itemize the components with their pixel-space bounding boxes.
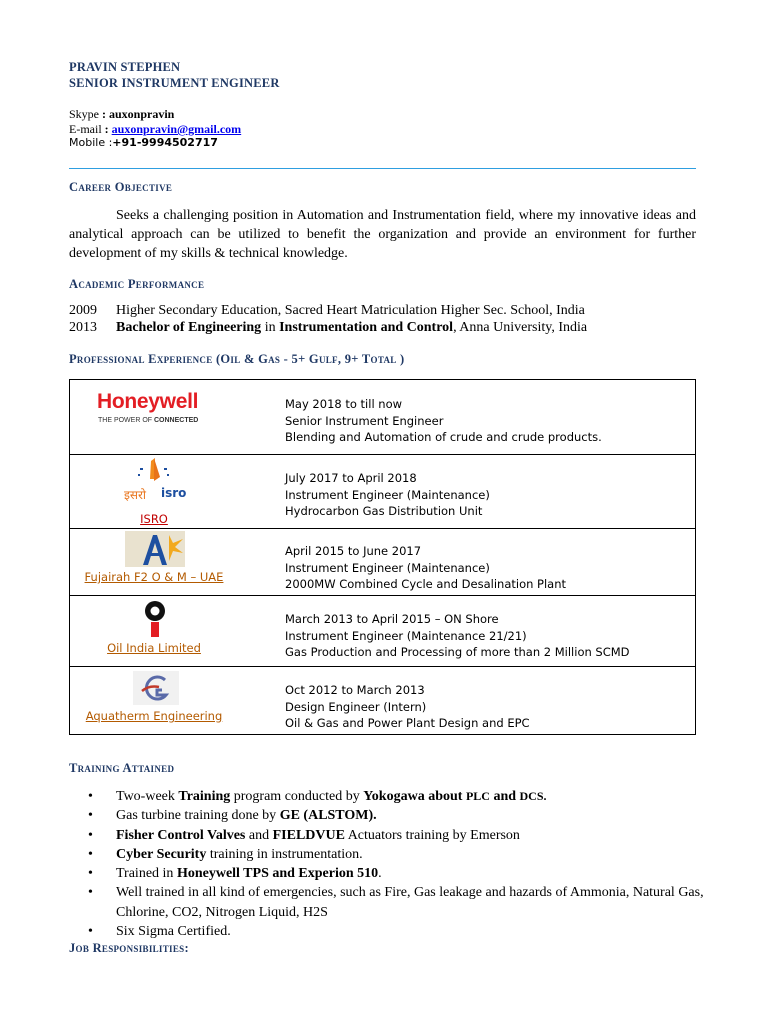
email-label: E-mail (69, 122, 102, 136)
academic-field: Instrumentation and Control (279, 320, 454, 335)
text-span: Actuators training by Emerson (344, 827, 520, 843)
experience-period: March 2013 to April 2015 – ON Shore (285, 612, 499, 626)
training-item (69, 883, 709, 922)
aquatherm-logo-icon (133, 671, 179, 705)
training-item (69, 922, 709, 941)
experience-position: Design Engineer (Intern) (285, 699, 427, 714)
skype-separator: : (99, 107, 109, 121)
experience-description: 2000MW Combined Cycle and Desalination Plant (285, 577, 567, 591)
bullet: • (88, 827, 93, 843)
company-caption: ISRO (140, 512, 168, 526)
company-caption: Aquatherm Engineering (85, 709, 223, 723)
academic-year: 2009 (69, 303, 97, 318)
training-item (69, 845, 709, 864)
mobile-value: +91-9994502717 (112, 136, 218, 149)
academic-row (69, 320, 587, 336)
experience-description: Hydrocarbon Gas Distribution Unit (285, 504, 483, 518)
bullet: • (88, 846, 93, 862)
contact-mobile (69, 136, 218, 149)
experience-details (285, 682, 530, 732)
aquatherm-logo-cell (70, 667, 238, 734)
fujairah-logo-icon (125, 531, 185, 567)
isro-logo-cell (70, 455, 238, 528)
training-item (69, 826, 709, 845)
experience-details (285, 611, 630, 661)
experience-position: Senior Instrument Engineer (285, 413, 444, 428)
section-title-training: Training Attained (69, 761, 175, 775)
honeywell-wordmark: Honeywell (97, 390, 199, 413)
text-span: DCS. (519, 789, 547, 803)
experience-row (70, 380, 695, 455)
academic-university: , Anna University, India (453, 320, 588, 335)
email-link[interactable]: auxonpravin@gmail.com (111, 122, 242, 136)
text-span: Trained in (116, 866, 177, 882)
candidate-name: PRAVIN STEPHEN (69, 60, 181, 74)
experience-row (70, 596, 695, 667)
text-span: Two-week (116, 789, 179, 804)
contact-skype (69, 107, 174, 122)
experience-details (285, 543, 566, 593)
experience-row (70, 667, 695, 734)
skype-label: Skype (69, 107, 99, 121)
experience-period: Oct 2012 to March 2013 (285, 683, 425, 697)
experience-description: Blending and Automation of crude and crude products. (285, 430, 602, 444)
academic-year: 2013 (69, 320, 97, 335)
text-span: . (378, 866, 382, 882)
text-span: Gas turbine training done by (116, 808, 280, 824)
honeywell-tagline-b: CONNECTED (154, 417, 199, 424)
isro-hindi-text: इसरो (124, 488, 147, 502)
experience-period: July 2017 to April 2018 (285, 471, 417, 485)
text-span: Yokogawa about (363, 789, 466, 804)
section-title-job: Job Responsibilities: (69, 941, 189, 955)
company-caption: Fujairah F2 O & M – UAE (84, 570, 224, 584)
training-item (69, 806, 709, 825)
text-span: Fisher Control Valves (116, 827, 246, 843)
email-separator: : (101, 122, 112, 136)
training-item (69, 864, 709, 883)
text-span: program conducted by (230, 789, 364, 804)
experience-details (285, 470, 490, 520)
bullet: • (88, 924, 93, 940)
oil-india-logo-icon (142, 600, 168, 638)
text-span: GE (ALSTOM). (279, 808, 377, 824)
training-item (69, 787, 709, 806)
experience-period: May 2018 to till now (285, 397, 403, 411)
text-span: training in instrumentation. (206, 846, 363, 862)
text-span: and (245, 827, 273, 843)
experience-position: Instrument Engineer (Maintenance) (285, 560, 490, 575)
text-span: Well trained in all kind of emergencies, such as Fire, Gas leakage and hazards of Ammonia, Natural Gas, Chlorine, CO2, Nitrogen Liquid, H2S (116, 885, 704, 920)
company-caption: Oil India Limited (107, 641, 201, 655)
academic-detail: Higher Secondary Education, Sacred Heart Matriculation Higher Sec. School, India (116, 303, 585, 318)
training-list (69, 787, 709, 941)
text-span: PLC (465, 789, 490, 803)
candidate-role: SENIOR INSTRUMENT ENGINEER (69, 76, 280, 90)
text-span: Training (178, 789, 231, 804)
text-span: Six Sigma Certified. (116, 924, 231, 940)
text-span: Honeywell TPS and Experion 510 (176, 866, 379, 882)
text-span: FIELDVUE (272, 827, 345, 843)
experience-description: Oil & Gas and Power Plant Design and EPC (285, 716, 530, 730)
bullet: • (88, 866, 93, 882)
section-title-professional: Professional Experience (Oil & Gas - 5+ Gulf, 9+ Total ) (69, 352, 405, 366)
header-divider (69, 168, 696, 169)
experience-table (69, 379, 696, 735)
honeywell-tagline-a: THE POWER OF (98, 417, 154, 424)
text-span: and (489, 789, 520, 804)
academic-in: in (261, 320, 280, 335)
skype-value: auxonpravin (109, 107, 175, 121)
fujairah-logo-cell (70, 529, 238, 595)
experience-row (70, 529, 695, 596)
bullet: • (88, 808, 93, 824)
career-objective-text: Seeks a challenging position in Automation and Instrumentation field, where my innovative ideas and analytical approach can be utilized to benefit the organization and provide an environment for further development of my skills & technical knowledge. (69, 208, 696, 261)
section-title-career: Career Objective (69, 180, 173, 194)
honeywell-logo (70, 380, 238, 454)
experience-position: Instrument Engineer (Maintenance 21/21) (285, 628, 527, 643)
text-span: Cyber Security (116, 846, 207, 862)
experience-description: Gas Production and Processing of more than 2 Million SCMD (285, 645, 630, 659)
oil-india-logo-cell (70, 596, 238, 666)
experience-row (70, 455, 695, 529)
experience-details (285, 396, 602, 446)
mobile-label: Mobile : (69, 136, 113, 149)
experience-period: April 2015 to June 2017 (285, 544, 422, 558)
academic-row (69, 303, 585, 319)
bullet: • (88, 789, 93, 804)
isro-english-text: isro (161, 486, 187, 500)
experience-position: Instrument Engineer (Maintenance) (285, 487, 490, 502)
bullet: • (88, 885, 93, 901)
honeywell-tagline (98, 417, 198, 424)
section-title-academic: Academic Performance (69, 277, 205, 291)
academic-degree: Bachelor of Engineering (116, 320, 262, 335)
contact-email (69, 122, 241, 137)
